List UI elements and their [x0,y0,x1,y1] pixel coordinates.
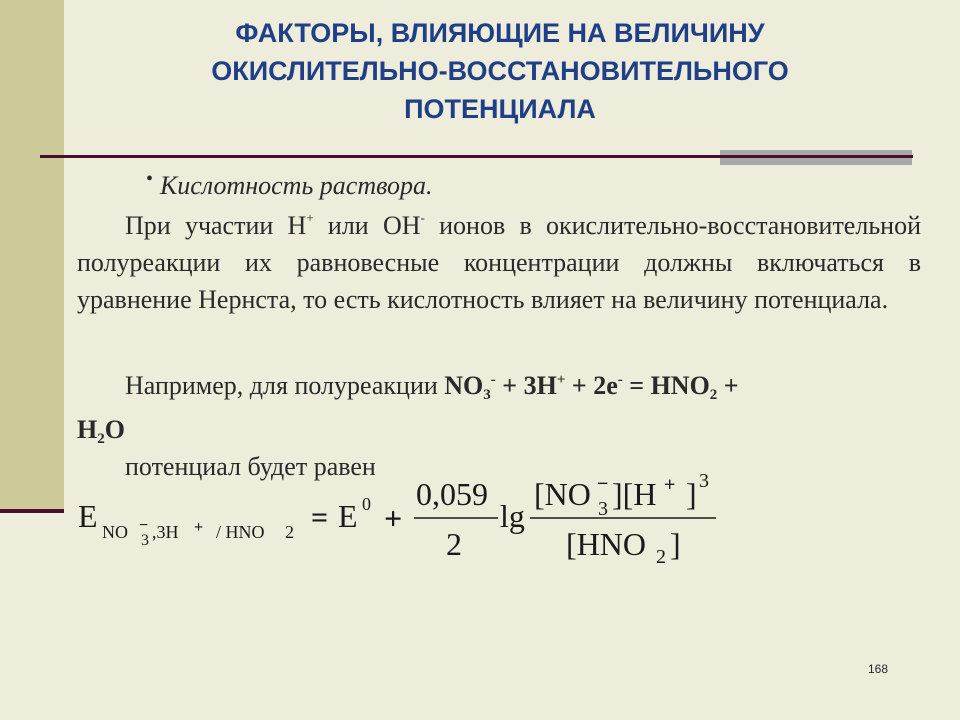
para-minus: - [420,210,425,225]
potential-text: потенциал будет равен [125,452,376,481]
ex-h2-sub: 2 [97,431,105,447]
page-number: 168 [868,662,889,676]
bullet-dot: • [146,168,154,190]
f-conc-exp: 3 [699,470,709,492]
left-decor-strip [0,0,64,510]
ex-mid2: + 2e [565,371,618,400]
ex-h2: H [77,415,98,444]
f-sub-2: 2 [285,522,294,542]
slide-title [100,14,900,128]
f-sub-plus: + [194,519,204,536]
ex-mid3: = HNO [622,371,710,400]
f-E: E [78,498,98,534]
f-sub-hno: / HNO [216,522,265,542]
f-conc-plus: + [664,474,676,496]
f-sub-no: NO [102,522,128,542]
ex-no-sub: 3 [483,387,491,403]
f-conc-3: 3 [598,498,608,520]
para-plus: + [306,210,314,225]
ex-no-sup: - [490,372,496,388]
body-paragraph [77,207,921,318]
f-denom-sub: 2 [656,546,666,568]
para-text-1: При участии H [125,211,307,240]
example-paragraph [77,364,921,452]
f-equals: = [311,501,329,534]
ex-e-sup: - [617,372,623,388]
ex-mid1: + 3H [495,371,557,400]
f-conc-close: ] [686,476,697,512]
title-accent-rule [720,155,912,158]
ex-h-sup: + [556,372,566,388]
ex-mid4: + [717,371,739,400]
title-line-2: ОКИСЛИТЕЛЬНО-ВОССТАНОВИТЕЛЬНОГО [211,56,789,86]
f-denom-conc: [HNO [566,526,646,562]
f-sub-h: ,3H [152,522,179,542]
nernst-formula [0,470,960,580]
f-numerator: 0,059 [416,476,488,512]
f-sub-minus: − [139,517,149,534]
f-E0-zero: 0 [362,494,371,514]
ex-o: O [104,415,125,444]
f-E0: E [338,498,358,534]
f-plus: + [384,500,403,536]
para-text-2: или OH [313,211,421,240]
f-conc-mid: ][H [612,476,657,512]
ex-hno-sub: 2 [709,387,718,403]
para-text-3: ионов в окислительно-восстановительной полуреакции их равновесные концентрации должны включаться в уравнение Нернста, то есть кислотность влияет на величину потенциала. [77,211,921,314]
f-conc-minus: − [597,473,609,495]
f-denom-close: ] [670,526,681,562]
example-intro: Например, для полуреакции [125,371,445,400]
f-lg: lg [500,498,525,534]
f-sub-3: 3 [141,532,149,549]
f-denominator: 2 [446,526,462,562]
title-line-3: ПОТЕНЦИАЛА [404,94,596,124]
ex-no: NO [444,371,484,400]
title-line-1: ФАКТОРЫ, ВЛИЯЮЩИЕ НА ВЕЛИЧИНУ [235,18,765,48]
bullet-heading: Кислотность раствора. [160,171,433,200]
f-conc-open: [NO [534,476,591,512]
